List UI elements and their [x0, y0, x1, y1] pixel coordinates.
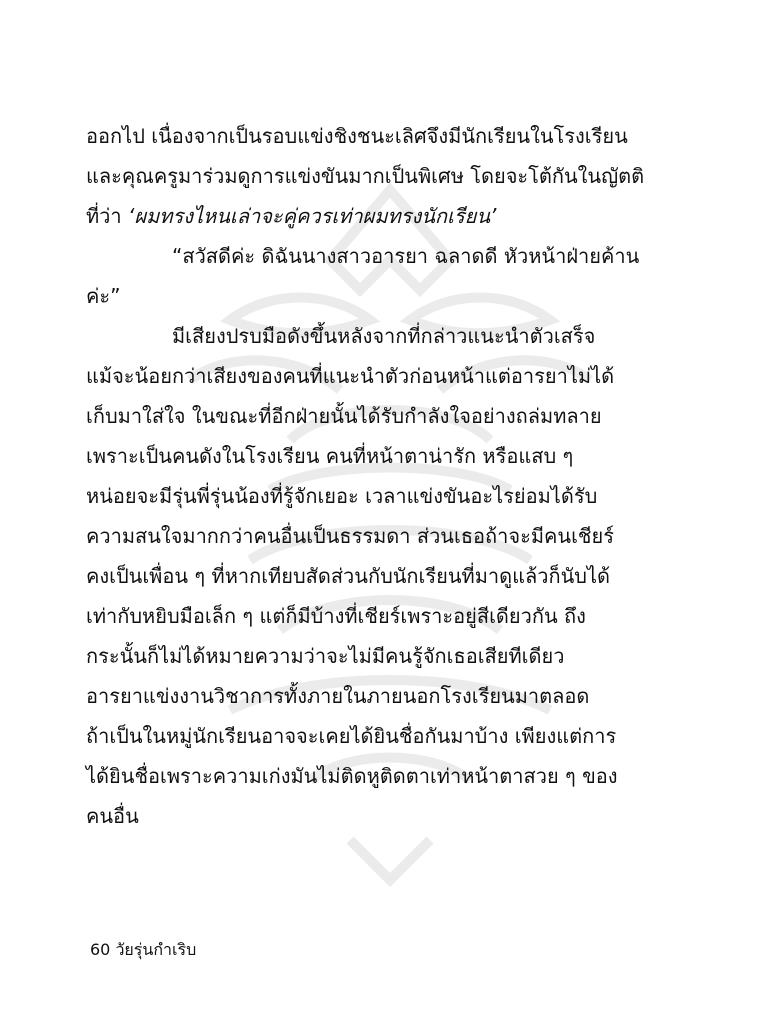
paragraph-line-8: เท่ากับหยิบมือเล็ก ๆ แต่ก็มีบ้างที่เชียร์เพราะอยู่สีเดียวกัน ถึง	[86, 604, 586, 628]
dialogue-line-1: “สวัสดีค่ะ ดิฉันนางสาวอารยา ฉลาดดี หัวหน้าฝ่ายค้าน	[172, 244, 640, 268]
paragraph-line-11: ถ้าเป็นในหมู่นักเรียนอาจจะเคยได้ยินชื่อกันมาบ้าง เพียงแต่การ	[86, 724, 617, 748]
paragraph-line-3: เก็บมาใส่ใจ ในขณะที่อีกฝ่ายนั้นได้รับกำลังใจอย่างถล่มทลาย	[86, 404, 602, 428]
text-line-3	[86, 196, 671, 236]
paragraph-line-1: มีเสียงปรบมือดังขึ้นหลังจากที่กล่าวแนะนำตัวเสร็จ	[172, 324, 596, 348]
motion-prefix: ที่ว่า	[86, 204, 129, 228]
paragraph-line-12: ได้ยินชื่อเพราะความเก่งมันไม่ติดหูติดตาเท่าหน้าตาสวย ๆ ของ	[86, 764, 618, 788]
paragraph-line-6: ความสนใจมากกว่าคนอื่นเป็นธรรมดา ส่วนเธอถ้าจะมีคนเชียร์	[86, 524, 614, 548]
paragraph-line-13: คนอื่น	[86, 804, 139, 828]
dialogue-line-2: ค่ะ”	[86, 284, 121, 308]
text-line-2: และคุณครูมาร่วมดูการแข่งขันมากเป็นพิเศษ โดยจะโต้กันในญัตติ	[86, 164, 645, 188]
paragraph-line-7: คงเป็นเพื่อน ๆ ที่หากเทียบสัดส่วนกับนักเรียนที่มาดูแล้วก็นับได้	[86, 564, 610, 588]
paragraph-line-10: อารยาแข่งงานวิชาการทั้งภายในภายนอกโรงเรียนมาตลอด	[86, 684, 590, 708]
paragraph-line-2: แม้จะน้อยกว่าเสียงของคนที่แนะนำตัวก่อนหน้าแต่อารยาไม่ได้	[86, 364, 615, 388]
text-line-1: ออกไป เนื่องจากเป็นรอบแข่งชิงชนะเลิศจึงมีนักเรียนในโรงเรียน	[86, 124, 628, 148]
paragraph-line-5: หน่อยจะมีรุ่นพี่รุ่นน้องที่รู้จักเยอะ เวลาแข่งขันอะไรย่อมได้รับ	[86, 484, 598, 508]
body-text	[86, 116, 671, 836]
paragraph-line-4: เพราะเป็นคนดังในโรงเรียน คนที่หน้าตาน่ารัก หรือแสบ ๆ	[86, 444, 574, 468]
motion-quote: ‘ผมทรงไหนเล่าจะคู่ควรเท่าผมทรงนักเรียน’	[128, 204, 497, 228]
page-footer: 60 วัยรุ่นกำเริบ	[90, 940, 197, 959]
paragraph-line-9: กระนั้นก็ไม่ได้หมายความว่าจะไม่มีคนรู้จักเธอเสียทีเดียว	[86, 644, 565, 668]
